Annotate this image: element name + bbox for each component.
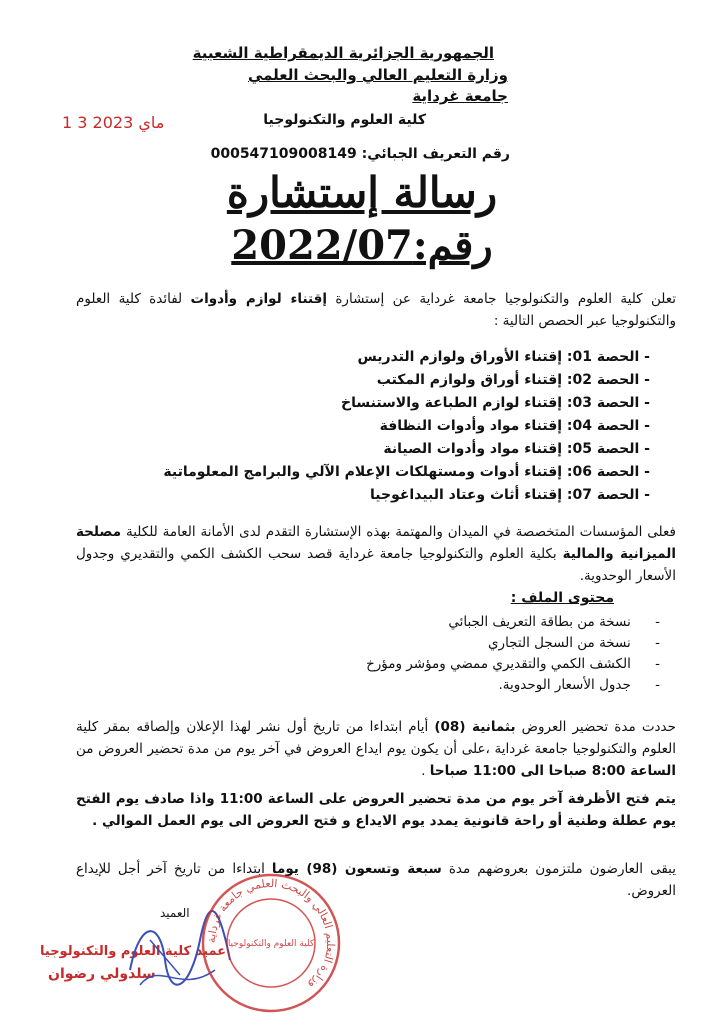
deadline-text-mid: أيام ابتداءا من تاريخ أول نشر لهذا الإعلان وإلصاقه بمقر كلية العلوم والتكنولوجيا جامعة غرداية ،على أن يكون يوم ايداع العروض في آخر يوم من مدة تحضير العروض من <box>76 719 676 757</box>
validity-bold: سبعة وتسعون (98) يوما <box>271 861 442 877</box>
list-item: - نسخة من بطاقة التعريف الجبائي <box>260 612 660 633</box>
list-item: - الكشف الكمي والتقديري ممضي ومؤشر ومؤرخ <box>260 654 660 675</box>
opening-paragraph <box>76 788 676 832</box>
deadline-text-end: . <box>421 763 430 779</box>
file-contents-list <box>260 612 660 696</box>
list-item: - الحصة 04: إقتناء مواد وأدوات النظافة <box>130 415 650 438</box>
opening-text: يتم فتح الأظرفة آخر يوم من مدة تحضير العروض على الساعة <box>262 791 676 807</box>
list-item: - الحصة 03: إقتناء لوازم الطباعة والاستنساخ <box>130 392 650 415</box>
stamp-ring-text: وزارة التعليم العالي والبحث العلمي جامعة غرداية <box>204 876 338 992</box>
call-bold: مصلحة الميزانية والمالية <box>76 524 676 562</box>
validity-text-end: ابتداءا من تاريخ آخر أجل للإيداع العروض. <box>76 861 676 899</box>
list-item: - الحصة 05: إقتناء مواد وأدوات الصيانة <box>130 438 650 461</box>
intro-text-end: لفائدة كلية العلوم والتكنولوجيا عبر الحصص التالية : <box>76 291 676 329</box>
lots-list <box>130 346 650 507</box>
intro-bold: إقتناء لوازم وأدوات <box>190 291 327 307</box>
list-item: - الحصة 06: إقتناء أدوات ومستهلكات الإعلام الآلي والبرامج المعلوماتية <box>130 461 650 484</box>
document-number: رقم:2022/07 <box>231 222 493 269</box>
official-stamp <box>196 868 346 1018</box>
signature-role: العميد <box>160 906 190 920</box>
tax-id: رقم التعريف الجبائي: 000547109008149 <box>210 146 510 162</box>
signature-title: عميد كلية العلوم والتكنولوجيا <box>40 944 227 959</box>
list-item: - نسخة من السجل التجاري <box>260 633 660 654</box>
header-faculty: كلية العلوم والتكنولوجيا <box>263 112 426 128</box>
deadline-paragraph <box>76 716 676 782</box>
list-item: - الحصة 01: إقتناء الأوراق ولوازم التدريس <box>130 346 650 369</box>
validity-paragraph <box>76 858 676 902</box>
header-ministry: وزارة التعليم العالي والبحث العلمي <box>247 66 508 84</box>
intro-text: تعلن كلية العلوم والتكنولوجيا جامعة غرداية عن إستشارة <box>326 291 677 307</box>
call-text-end: بكلية العلوم والتكنولوجيا جامعة غرداية قصد سحب الكشف الكمي والتقديري وجدول الأسعار الوحدوية. <box>76 546 676 584</box>
deadline-bold-days: بثمانية (08) <box>434 719 516 735</box>
intro-paragraph <box>76 288 676 332</box>
validity-text: يبقى العارضون ملتزمون بعروضهم مدة <box>441 861 676 877</box>
list-item: - جدول الأسعار الوحدوية. <box>260 675 660 696</box>
header-university: جامعة غرداية <box>412 87 508 105</box>
header-republic: الجمهورية الجزائرية الديمقراطية الشعبية <box>192 44 494 62</box>
deadline-text: حددت مدة تحضير العروض <box>515 719 676 735</box>
opening-text-end: 11:00 واذا صادف يوم الفتح يوم عطلة وطنية أو راحة قانونية يمدد يوم الايداع و فتح العروض الى يوم العمل الموالي . <box>76 791 676 829</box>
call-paragraph <box>76 521 676 587</box>
stamp-center-text: كلية العلوم والتكنولوجيا <box>227 939 315 949</box>
file-contents-heading: محتوى الملف : <box>510 590 614 606</box>
list-item: - الحصة 07: إقتناء أثاث وعتاد البيداغوجيا <box>130 484 650 507</box>
date-stamp: 1 3 ماي 2023 <box>62 113 165 132</box>
document-title: رسالة إستشارة <box>226 168 498 217</box>
call-text: فعلى المؤسسات المتخصصة في الميدان والمهتمة بهذه الإستشارة التقدم لدى الأمانة العامة للكلية <box>121 524 676 540</box>
list-item: - الحصة 02: إقتناء أوراق ولوازم المكتب <box>130 369 650 392</box>
deadline-bold-hours: الساعة 8:00 صباحا الى 11:00 صباحا <box>429 763 676 779</box>
signature-name: سلدولي رضوان <box>48 966 156 982</box>
